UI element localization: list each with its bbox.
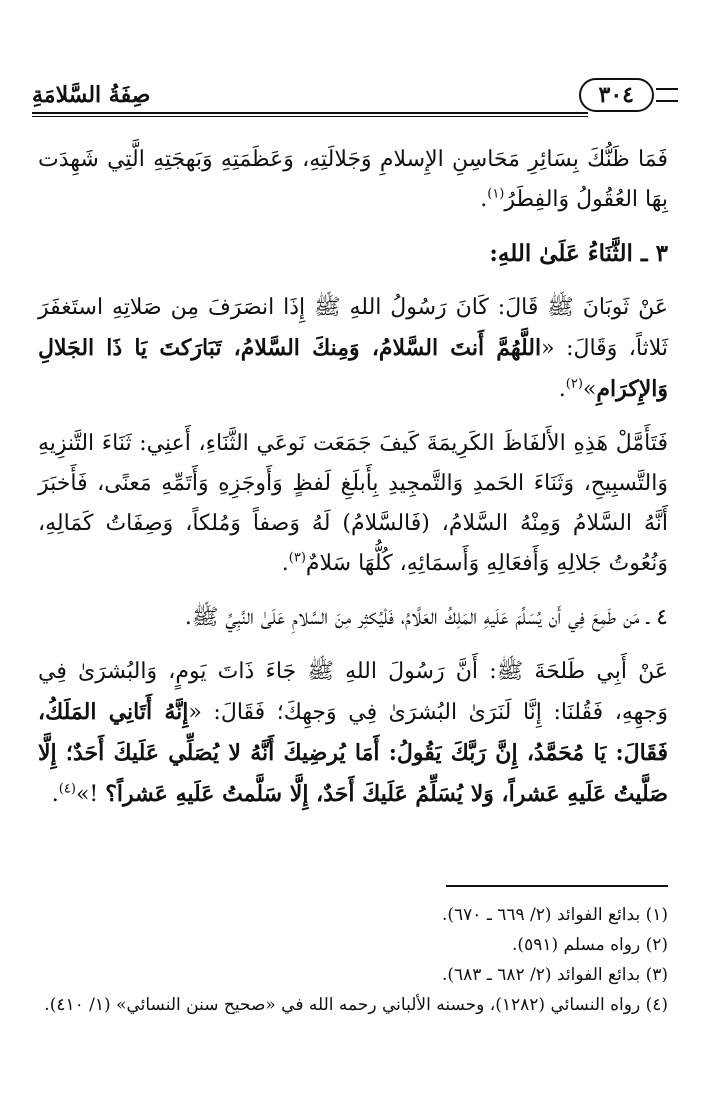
paragraph-1-text: فَمَا ظَنُّكَ بِسَائِرِ مَحَاسِنِ الإِسلامِ وَجَلالَتِهِ، وَعَظَمَتِهِ وَبَهجَتِهِ الَّتِي شَهِدَت بِهَا العُقُولُ وَالفِطَرُ	[38, 147, 668, 212]
hadith-quote-1: اللَّهُمَّ أَنتَ السَّلامُ، وَمِنكَ السَّلامُ، تَبَارَكتَ يَا ذَا الجَلالِ وَالإِكرَامِ	[38, 335, 668, 402]
footnotes	[38, 900, 668, 1020]
header-rule	[32, 112, 588, 114]
header-ornament	[656, 88, 678, 102]
paragraph-3-end: .	[281, 551, 289, 576]
paragraph-1	[38, 140, 668, 220]
page-header	[32, 78, 678, 128]
paragraph-2-end: .	[558, 377, 566, 402]
header-rule-thin	[32, 116, 588, 117]
footnote-ref-1: (١)	[487, 186, 505, 202]
footnote-1: (١) بدائع الفوائد (٢/ ٦٦٩ ـ ٦٧٠).	[441, 905, 668, 925]
footnote-4: (٤) رواه النسائي (١٢٨٢)، وحسنه الألباني رحمه الله في «صحيح سنن النسائي» (١/ ٤١٠).	[44, 995, 668, 1015]
paragraph-5	[38, 652, 668, 815]
footnote-ref-4: (٤)	[58, 781, 76, 797]
paragraph-3-text: فَتَأَمَّلْ هَذِهِ الأَلفَاظَ الكَرِيمَةَ كَيفَ جَمَعَت نَوعَي الثَّنَاءِ، أَعنِي: ثَنَاءَ التَّنزِيهِ وَالتَّسبِيحِ، وَثَنَاءَ الحَمدِ وَالتَّمجِيدِ بِأَبلَغِ لَفظٍ وَأَوجَزِهِ وَأَتَمِّهِ مَعنًى، فَأَخبَرَ أَنَّهُ السَّلامُ وَمِنْهُ السَّلامُ، (فَالسَّلامُ) لَهُ وَصفاً وَمُلكاً، وَصِفَاتُ كَمَالِهِ، وَنُعُوتُ جَلالِهِ وَأَفعَالِهِ وَأَسمَائِهِ، كُلُّهَا سَلامٌ	[38, 431, 669, 576]
paragraph-3	[38, 424, 668, 584]
page-number: ٣٠٤	[579, 78, 654, 112]
paragraph-5-text: عَنْ أَبِي طَلحَةَ ﷺ: أَنَّ رَسُولَ اللهِ ﷺ جَاءَ ذَاتَ يَومٍ، وَالبُشرَىٰ فِي وَجهِهِ، فَقُلنَا: إِنَّا لَنَرَىٰ البُشرَىٰ فِي وَجهِكَ؛ فَقَالَ: «	[38, 659, 668, 725]
paragraph-4: ٤ ـ مَن طَمِعَ فِي أَن يُسَلِّمَ عَلَيهِ المَلِكُ العَلَّامُ، فَلْيُكثِر مِنَ السَّلامِ عَلَىٰ النَّبِيِّ ﷺ.	[184, 605, 668, 630]
footnote-ref-2: (٢)	[565, 376, 583, 392]
paragraph-2	[38, 288, 668, 410]
quote-close-1: »	[582, 377, 597, 402]
footnote-3: (٣) بدائع الفوائد (٢/ ٦٨٢ ـ ٦٨٣).	[441, 965, 668, 985]
running-title: صِفَةُ السَّلامَةِ	[32, 82, 151, 108]
footnote-separator	[446, 885, 668, 887]
page-number-box	[579, 78, 678, 112]
hadith-quote-2: إِنَّهُ أَتَانِي المَلَكُ، فَقَالَ: يَا مُحَمَّدُ، إِنَّ رَبَّكَ يَقُولُ: أَمَا يُرضِيكَ أَنَّهُ لا يُصَلِّي عَلَيكَ أَحَدٌ؛ إِلَّا صَلَّيتُ عَلَيهِ عَشراً، وَلا يُسَلِّمُ عَلَيكَ أَحَدٌ، إِلَّا سَلَّمتُ عَلَيهِ عَشراً؟	[38, 699, 668, 807]
paragraph-1-end: .	[480, 187, 488, 212]
section-heading-3: ٣ ـ الثَّنَاءُ عَلَىٰ اللهِ:	[489, 240, 668, 267]
paragraph-2-text: عَنْ ثَوبَانَ ﷺ قَالَ: كَانَ رَسُولُ اللهِ ﷺ إِذَا انصَرَفَ مِن صَلاتِهِ استَغفَرَ ثَلاثاً، وَقَالَ: «	[38, 295, 668, 361]
footnote-ref-3: (٣)	[288, 550, 306, 566]
quote-close-2: !»	[75, 782, 106, 807]
footnote-2: (٢) رواه مسلم (٥٩١).	[512, 935, 668, 955]
page-body	[38, 140, 668, 829]
paragraph-5-end: .	[51, 782, 59, 807]
